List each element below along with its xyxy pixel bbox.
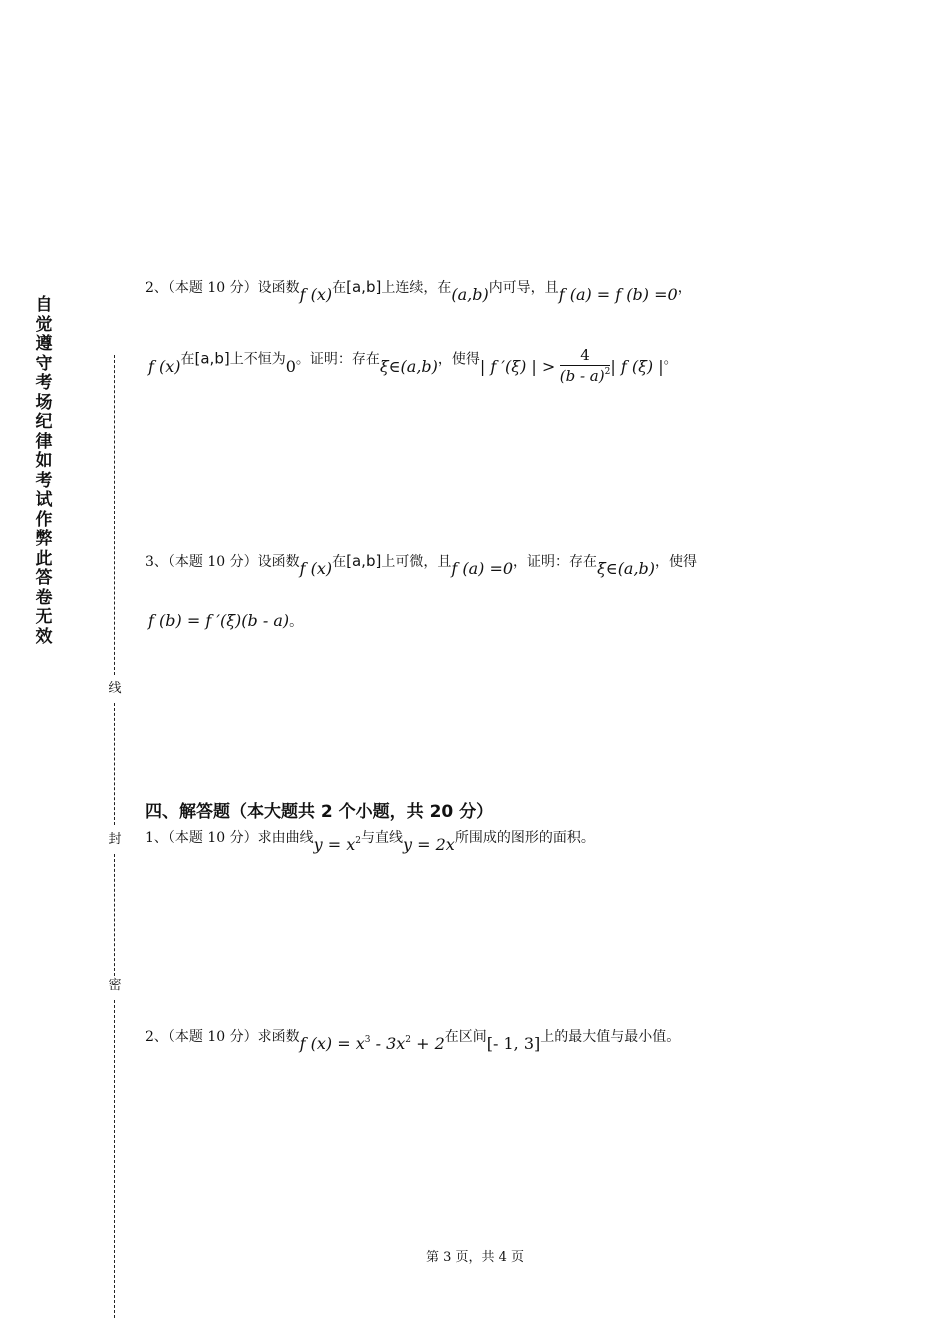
question-2-inequality-right: | f (ξ) |	[610, 356, 664, 376]
seal-line-top	[114, 355, 115, 675]
question-2-text-3: 内可导，且	[488, 280, 559, 296]
section-4-question-1-line: y = 2x	[403, 835, 455, 854]
question-2-fraction-denominator-base: (b - a)	[559, 367, 605, 385]
question-2-line2-text-2: 上不恒为	[229, 351, 286, 368]
question-2-text-1: 在	[332, 280, 347, 296]
question-2-inequality-left: | f ′(ξ) | >	[479, 356, 556, 376]
question-3-conclusion: f (b) = f ′(ξ)(b - a)	[148, 611, 290, 630]
question-2-line2-text-1: 在	[180, 351, 195, 368]
section-4-question-2-text-1: 在区间	[444, 1029, 487, 1045]
section-4-question-2-function-part-a: f (x) = x	[299, 1034, 365, 1053]
page-number-footer: 第 3 页，共 4 页	[425, 1250, 525, 1265]
section-4-question-2-text-2: 上的最大值与最小值。	[540, 1029, 681, 1045]
section-4-question-1-prefix: 1、（本题 10 分）求由曲线	[145, 830, 314, 846]
seal-line-lower	[114, 854, 115, 976]
section-4-question-2-prefix: 2、（本题 10 分）求函数	[145, 1029, 300, 1045]
section-4-question-2-function	[300, 1034, 445, 1053]
question-2-open-interval: (a,b)	[451, 285, 489, 304]
question-2-line-2	[148, 340, 678, 385]
section-4-question-2	[145, 1026, 681, 1053]
question-3-condition: f (a) =0	[451, 559, 514, 578]
question-3-fx: f (x)	[299, 559, 333, 578]
question-2-fraction-numerator: 4	[560, 346, 611, 366]
question-3-line-2	[148, 611, 303, 631]
question-3-xi-in-interval: ξ∈(a,b)	[597, 559, 656, 578]
seal-mark-mi: 密	[106, 978, 124, 994]
question-2-line-1	[145, 277, 692, 304]
question-2-line2-interval: [a,b]	[194, 349, 230, 368]
seal-mark-feng: 封	[106, 832, 124, 848]
question-2-condition: f (a) = f (b) =0	[558, 285, 678, 304]
question-2-line2-text-3: 。证明：存在	[295, 351, 380, 368]
question-2-prefix: 2、（本题 10 分）设函数	[145, 280, 300, 296]
section-4-question-1	[145, 827, 595, 854]
question-2-comma: ，	[677, 280, 692, 296]
seal-line-bottom	[114, 1000, 115, 1318]
question-2-closed-interval: [a,b]	[346, 278, 382, 296]
question-2-line2-fx: f (x)	[148, 356, 181, 376]
section-4-question-1-curve-exponent: 2	[355, 836, 361, 846]
section-4-question-2-function-part-b: - 3x	[370, 1034, 406, 1053]
question-3-prefix: 3、（本题 10 分）设函数	[145, 554, 300, 570]
seal-mark-xian: 线	[106, 681, 124, 697]
question-3-text-1: 在	[332, 554, 347, 570]
question-2-fx: f (x)	[299, 285, 333, 304]
exam-discipline-notice: 自觉遵守考场纪律如考试作弊此答卷无效	[35, 295, 53, 647]
question-3-text-3: ，证明：存在	[513, 554, 598, 570]
seal-line-mid	[114, 703, 115, 825]
question-2-zero: 0	[285, 356, 296, 376]
question-2-fraction	[560, 346, 611, 385]
question-2-fraction-denominator	[560, 366, 611, 385]
section-4-question-1-curve	[314, 835, 361, 854]
question-2-end: 。	[663, 351, 678, 368]
question-2-text-2: 上连续，在	[381, 280, 452, 296]
section-4-question-1-curve-base: y = x	[313, 835, 356, 854]
question-3-end: 。	[289, 614, 304, 630]
question-2-fraction-denominator-exponent: 2	[604, 367, 611, 377]
section-4-question-1-text-1: 与直线	[361, 830, 403, 846]
question-3-line-1	[145, 551, 698, 578]
section-4-question-1-text-2: 所围成的图形的面积。	[454, 830, 595, 846]
question-3-text-4: ，使得	[655, 554, 698, 570]
section-4-title: 四、解答题（本大题共 2 个小题，共 20 分）	[145, 802, 494, 822]
section-4-question-2-exponent-3: 3	[364, 1035, 371, 1045]
question-3-text-2: 上可微，且	[381, 554, 452, 570]
question-3-interval: [a,b]	[346, 552, 382, 570]
section-4-question-2-exponent-2: 2	[405, 1035, 411, 1045]
section-4-question-2-interval: [- 1, 3]	[486, 1034, 541, 1053]
section-4-question-2-function-part-c: + 2	[411, 1034, 445, 1053]
question-2-line2-text-4: ，使得	[437, 351, 480, 368]
question-2-xi-in-interval: ξ∈(a,b)	[379, 356, 438, 376]
